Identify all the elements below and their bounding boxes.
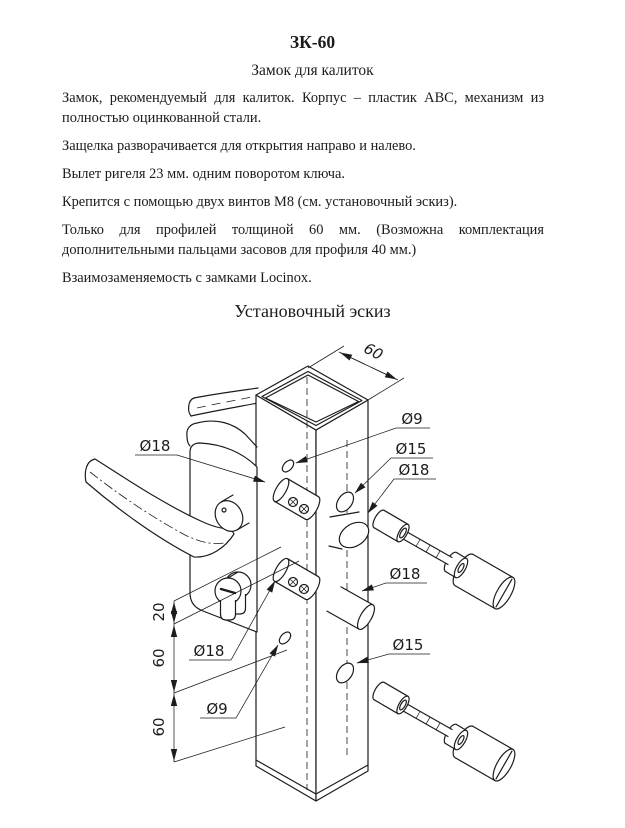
paragraph: Вылет ригеля 23 мм. одним поворотом ключа. xyxy=(62,166,346,182)
paragraph: Крепится с помощью двух винтов М8 (см. установочный эскиз). xyxy=(62,194,458,210)
dim-label-60-lower: 60 xyxy=(150,717,168,737)
screw-lower xyxy=(371,680,520,784)
leader-label-dia18-upper-right: Ø18 xyxy=(398,461,430,479)
dim-label-60-upper: 60 xyxy=(150,648,168,668)
description-text xyxy=(62,88,544,296)
leader-label-dia18-mid-right: Ø18 xyxy=(389,565,421,583)
paragraph: Взаимозаменяемость с замками Locinox. xyxy=(62,270,312,286)
installation-sketch xyxy=(0,335,625,828)
leader-label-dia18-lower-left: Ø18 xyxy=(193,642,225,660)
leader-label-dia15-upper: Ø15 xyxy=(395,440,427,458)
leader-label-dia9-lower: Ø9 xyxy=(206,700,228,718)
page-subtitle: Замок для калиток xyxy=(251,62,374,79)
leader-label-dia15-lower: Ø15 xyxy=(392,636,424,654)
leader-label-dia18-upper-left: Ø18 xyxy=(139,437,171,455)
sketch-heading: Установочный эскиз xyxy=(234,301,391,321)
dim-label-20: 20 xyxy=(150,602,168,622)
screw-upper xyxy=(371,508,520,612)
paragraph: Защелка разворачивается для открытия направо и налево. xyxy=(62,138,416,154)
leader-label-dia9-upper: Ø9 xyxy=(401,410,423,428)
paragraph: Только для профилей толщиной 60 мм. (Возможна комплектация дополнительными пальцами засовов для профиля 40 мм.) xyxy=(62,222,544,258)
paragraph: Замок, рекомендуемый для калиток. Корпус – пластик ABC, механизм из полностью оцинкованной стали. xyxy=(62,90,544,126)
dim-label-60-top: 60 xyxy=(360,339,387,365)
gate-handle-far xyxy=(189,388,258,416)
page-title: ЗК-60 xyxy=(289,32,336,52)
